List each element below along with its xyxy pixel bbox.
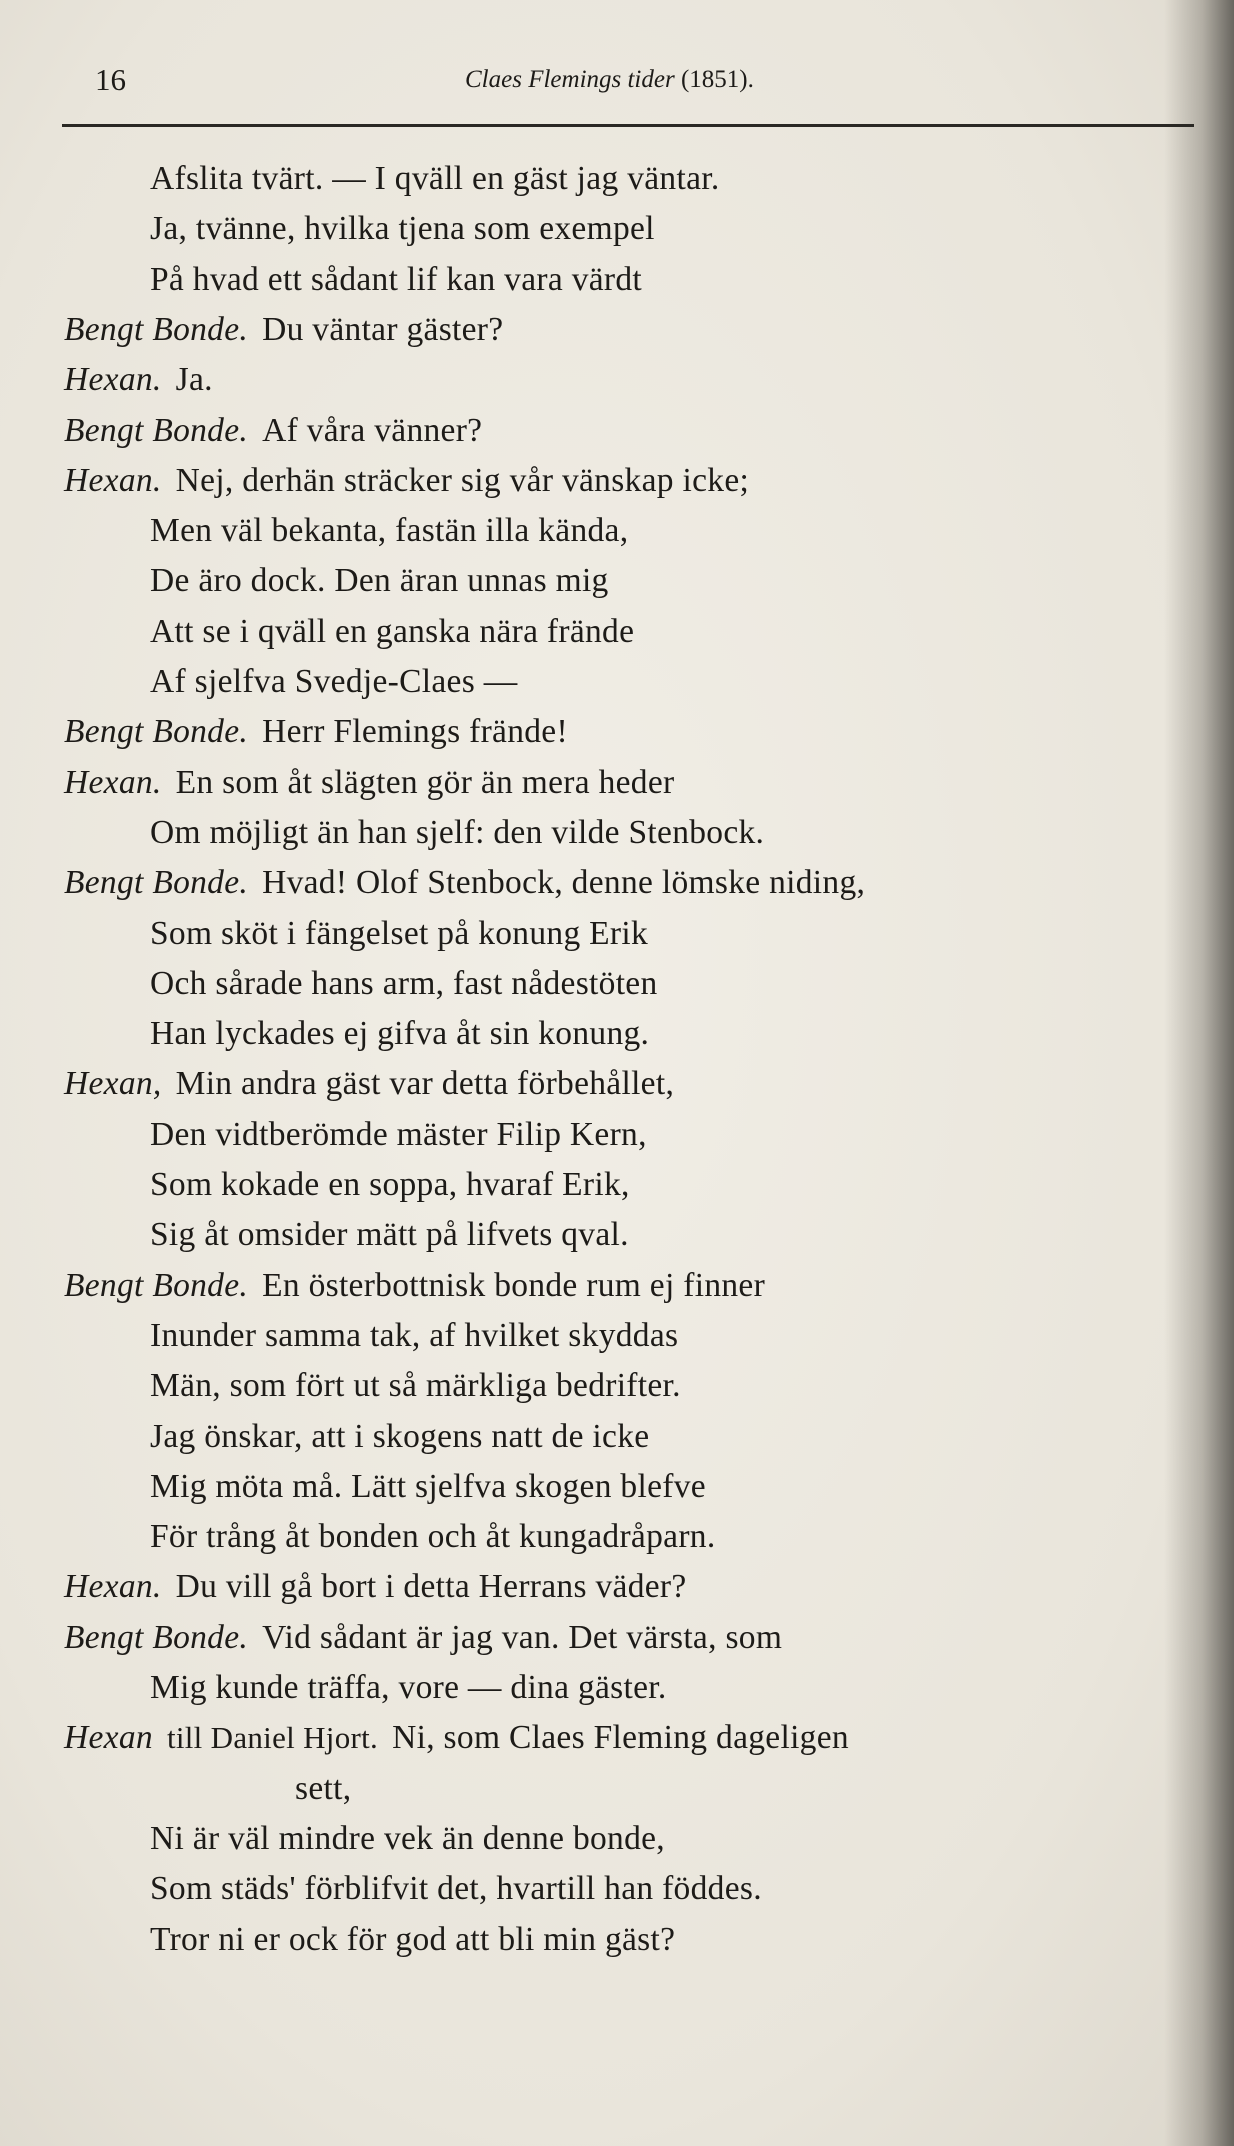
line-text: Om möjligt än han sjelf: den vilde Stenbock. [150,813,765,851]
line-text: Nej, derhän sträcker sig vår vänskap icke; [175,461,750,499]
verse-line [150,1116,647,1166]
page-edge-shadow [1164,0,1234,2146]
verse-line [150,1468,706,1518]
line-text: De äro dock. Den äran unnas mig [150,562,609,600]
speech-line [64,462,749,512]
verse-line [150,1317,678,1367]
speaker-name: Bengt Bonde. [64,310,249,348]
line-text: Som städs' förblifvit det, hvartill han föddes. [150,1870,762,1908]
line-text: Ni, som Claes Fleming dageligen [392,1719,849,1757]
line-text: Som sköt i fängelset på konung Erik [150,914,649,952]
line-text: Du väntar gäster? [262,310,504,348]
verse-line [150,965,658,1015]
verse-line [150,814,764,864]
line-text: Tror ni er ock för god att bli min gäst? [150,1920,676,1958]
running-title [465,66,754,94]
line-text: Inunder samma tak, af hvilket skyddas [150,1316,679,1354]
speech-line [64,361,213,411]
verse-line [150,613,634,663]
line-text: Mig kunde träffa, vore — dina gäster. [150,1669,667,1706]
speech-line [64,412,482,462]
speech-line [64,1065,674,1115]
running-title-year: (1851). [680,66,754,93]
speech-line [64,764,674,814]
speech-line [64,1719,849,1769]
verse-line [150,1015,649,1065]
line-text: Att se i qväll en ganska nära frände [150,612,635,650]
verse-line [150,663,518,713]
speech-line [64,1619,782,1669]
verse-line [150,1669,667,1719]
speaker-name: Hexan. [64,461,162,499]
verse-line [150,562,609,612]
running-title-text: Claes Flemings tider [465,66,675,93]
page-number: 16 [95,62,126,97]
line-text: Vid sådant är jag van. Det värsta, som [262,1618,783,1656]
line-text: Ja, tvänne, hvilka tjena som exempel [150,210,655,248]
verse-line [150,261,642,311]
line-text: Som kokade en soppa, hvaraf Erik, [150,1166,630,1203]
line-text: På hvad ett sådant lif kan vara värdt [150,260,643,298]
verse-line [150,1518,716,1568]
line-text: Mig möta må. Lätt sjelfva skogen blefve [150,1467,706,1505]
line-text: Sig åt omsider mätt på lifvets qval. [150,1216,629,1254]
header-rule [62,124,1194,127]
line-text: Och sårade hans arm, fast nådestöten [150,964,658,1002]
speech-line [64,864,865,914]
verse-line [150,1820,665,1870]
verse-line [150,1216,629,1266]
speaker-name: Bengt Bonde. [64,411,249,449]
verse-line [150,915,648,965]
verse-line [295,1770,351,1820]
line-text: Ja. [175,361,213,399]
speaker-name: Hexan, [64,1065,162,1103]
line-text: sett, [295,1769,352,1807]
speaker-name: Bengt Bonde. [64,864,249,902]
verse-line [150,160,720,210]
line-text: En österbottnisk bonde rum ej finner [262,1266,766,1304]
verse-line [150,210,655,260]
speech-line [64,1568,687,1618]
verse-line [150,1418,649,1468]
line-text: Af våra vänner? [262,411,483,449]
line-text: En som åt slägten gör än mera heder [175,763,675,801]
stage-direction: till Daniel Hjort. [166,1720,379,1756]
speaker-name: Bengt Bonde. [64,1266,249,1304]
line-text: För trång åt bonden och åt kungadråparn. [150,1518,716,1556]
verse-line [150,1921,675,1971]
speaker-name: Hexan [64,1719,153,1757]
line-text: Den vidtberömde mäster Filip Kern, [150,1115,647,1153]
verse-line [150,1166,630,1216]
line-text: Du vill gå bort i detta Herrans väder? [175,1568,687,1606]
line-text: Han lyckades ej gifva åt sin konung. [150,1015,650,1053]
speaker-name: Hexan. [64,361,162,399]
line-text: Min andra gäst var detta förbehållet, [175,1065,675,1103]
speech-line [64,1267,765,1317]
verse-line [150,512,628,562]
line-text: Men väl bekanta, fastän illa kända, [150,512,629,550]
line-text: Ni är väl mindre vek än denne bonde, [150,1819,665,1857]
page-header [95,62,1175,102]
speaker-name: Bengt Bonde. [64,1618,249,1656]
line-text: Afslita tvärt. — I qväll en gäst jag väntar. [150,160,720,197]
line-text: Män, som fört ut så märkliga bedrifter. [150,1367,681,1405]
speaker-name: Bengt Bonde. [64,713,249,751]
line-text: Af sjelfva Svedje-Claes — [150,663,518,700]
line-text: Jag önskar, att i skogens natt de icke [150,1417,650,1455]
line-text: Hvad! Olof Stenbock, denne lömske niding, [262,864,866,902]
verse-line [150,1367,681,1417]
speaker-name: Hexan. [64,1568,162,1606]
line-text: Herr Flemings frände! [262,713,568,751]
speech-line [64,713,568,763]
speech-line [64,311,503,361]
verse-line [150,1870,762,1920]
speaker-name: Hexan. [64,763,162,801]
